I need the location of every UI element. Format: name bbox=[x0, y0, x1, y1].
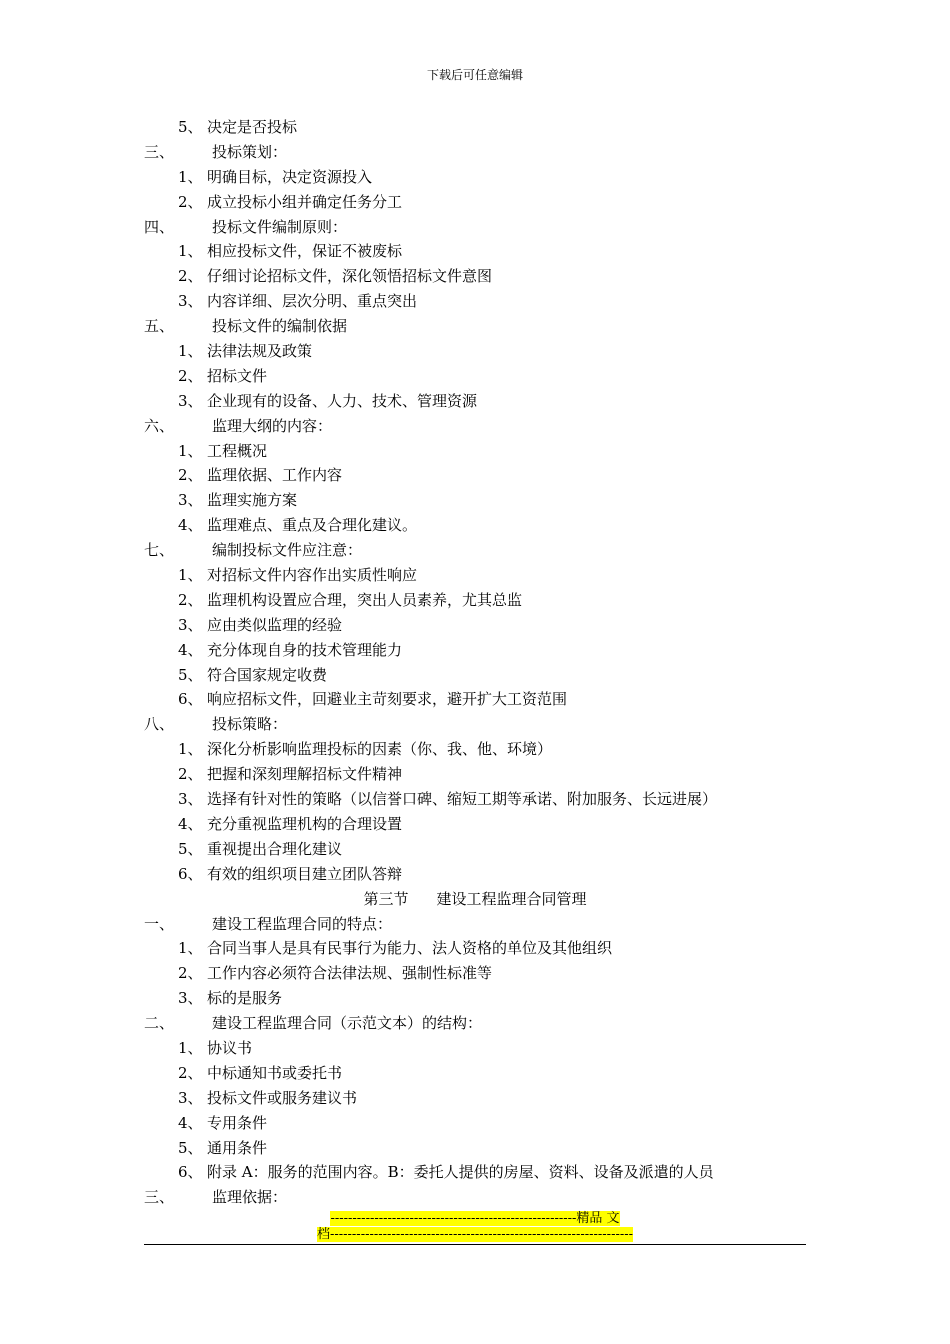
section-title: 建设工程监理合同管理 bbox=[436, 889, 587, 908]
footer-watermark-line-1: --------------------------------------------------------精品 文 bbox=[330, 1211, 620, 1226]
list-item bbox=[144, 463, 806, 488]
item-number: 6、 bbox=[178, 690, 203, 709]
list-item bbox=[144, 1160, 806, 1185]
outline-heading bbox=[144, 1011, 806, 1036]
item-text: 深化分析影响监理投标的因素（你、我、他、环境） bbox=[207, 740, 553, 759]
item-number: 4、 bbox=[178, 1113, 203, 1132]
item-text: 仔细讨论招标文件，深化领悟招标文件意图 bbox=[207, 267, 493, 286]
list-item bbox=[144, 488, 806, 513]
item-text: 相应投标文件，保证不被废标 bbox=[207, 242, 403, 261]
list-item bbox=[144, 787, 806, 812]
item-text: 协议书 bbox=[207, 1038, 253, 1057]
list-item bbox=[144, 239, 806, 264]
outline-heading bbox=[144, 140, 806, 165]
list-item bbox=[144, 812, 806, 837]
item-number: 5、 bbox=[178, 1138, 203, 1157]
list-item bbox=[144, 1111, 806, 1136]
item-number: 1、 bbox=[178, 242, 203, 261]
item-number: 5、 bbox=[178, 839, 203, 858]
item-number: 5、 bbox=[178, 118, 203, 136]
list-item bbox=[144, 389, 806, 414]
heading-number: 二、 bbox=[144, 1014, 175, 1033]
item-number: 2、 bbox=[178, 1063, 203, 1082]
item-number: 4、 bbox=[178, 640, 203, 659]
heading-number: 三、 bbox=[144, 142, 175, 161]
list-item bbox=[144, 1086, 806, 1111]
item-text: 应由类似监理的经验 bbox=[207, 615, 343, 634]
item-number: 2、 bbox=[178, 765, 203, 784]
item-text: 监理机构设置应合理，突出人员素养，尤其总监 bbox=[207, 590, 523, 609]
item-number: 3、 bbox=[178, 1088, 203, 1107]
heading-number: 三、 bbox=[144, 1188, 175, 1207]
item-text: 标的是服务 bbox=[207, 989, 283, 1008]
section-heading bbox=[144, 887, 806, 912]
list-item bbox=[144, 663, 806, 688]
item-number: 3、 bbox=[178, 790, 203, 809]
item-text: 合同当事人是具有民事行为能力、法人资格的单位及其他组织 bbox=[207, 939, 613, 958]
heading-text: 监理大纲的内容： bbox=[212, 416, 333, 435]
item-number: 3、 bbox=[178, 292, 203, 311]
item-text: 附录 A：服务的范围内容。B：委托人提供的房屋、资料、设备及派遣的人员 bbox=[207, 1163, 714, 1182]
heading-number: 六、 bbox=[144, 416, 175, 435]
outline-heading bbox=[144, 1185, 806, 1210]
item-text: 工程概况 bbox=[207, 441, 268, 460]
item-text: 成立投标小组并确定任务分工 bbox=[207, 192, 403, 211]
heading-text: 监理依据： bbox=[212, 1188, 288, 1207]
list-item bbox=[144, 563, 806, 588]
item-text: 通用条件 bbox=[207, 1138, 268, 1157]
list-item bbox=[144, 364, 806, 389]
heading-text: 建设工程监理合同的特点： bbox=[212, 914, 393, 933]
list-item bbox=[144, 613, 806, 638]
list-item bbox=[144, 339, 806, 364]
list-item bbox=[144, 737, 806, 762]
list-item bbox=[144, 762, 806, 787]
item-number: 2、 bbox=[178, 590, 203, 609]
heading-text: 投标策划： bbox=[212, 142, 288, 161]
footer-watermark-line-2: 档--------------------------------------------------------------------- bbox=[316, 1227, 634, 1242]
item-number: 4、 bbox=[178, 814, 203, 833]
item-number: 1、 bbox=[178, 441, 203, 460]
outline-heading bbox=[144, 912, 806, 937]
item-text: 充分重视监理机构的合理设置 bbox=[207, 814, 403, 833]
document-body bbox=[144, 115, 806, 1210]
item-text: 企业现有的设备、人力、技术、管理资源 bbox=[207, 391, 478, 410]
heading-number: 七、 bbox=[144, 541, 175, 560]
list-item bbox=[144, 165, 806, 190]
item-number: 3、 bbox=[178, 989, 203, 1008]
item-text: 决定是否投标 bbox=[207, 118, 298, 136]
list-item bbox=[144, 289, 806, 314]
item-text: 法律法规及政策 bbox=[207, 342, 313, 361]
item-text: 充分体现自身的技术管理能力 bbox=[207, 640, 403, 659]
item-number: 5、 bbox=[178, 665, 203, 684]
list-item bbox=[144, 862, 806, 887]
outline-heading bbox=[144, 215, 806, 240]
item-number: 1、 bbox=[178, 1038, 203, 1057]
list-item bbox=[144, 190, 806, 215]
item-text: 专用条件 bbox=[207, 1113, 268, 1132]
list-item bbox=[144, 588, 806, 613]
item-text: 工作内容必须符合法律法规、强制性标准等 bbox=[207, 964, 493, 983]
list-item bbox=[144, 264, 806, 289]
item-text: 监理实施方案 bbox=[207, 491, 298, 510]
item-text: 把握和深刻理解招标文件精神 bbox=[207, 765, 403, 784]
item-text: 明确目标，决定资源投入 bbox=[207, 167, 373, 186]
item-number: 2、 bbox=[178, 466, 203, 485]
item-number: 1、 bbox=[178, 342, 203, 361]
footer-rule bbox=[144, 1244, 806, 1245]
item-text: 招标文件 bbox=[207, 366, 268, 385]
list-item bbox=[144, 986, 806, 1011]
item-number: 3、 bbox=[178, 615, 203, 634]
item-text: 投标文件或服务建议书 bbox=[207, 1088, 358, 1107]
heading-text: 投标文件的编制依据 bbox=[212, 317, 348, 336]
outline-heading bbox=[144, 314, 806, 339]
heading-number: 八、 bbox=[144, 715, 175, 734]
list-item bbox=[144, 936, 806, 961]
list-item bbox=[144, 837, 806, 862]
list-item bbox=[144, 439, 806, 464]
list-item bbox=[144, 687, 806, 712]
item-number: 1、 bbox=[178, 167, 203, 186]
item-number: 6、 bbox=[178, 1163, 203, 1182]
item-number: 3、 bbox=[178, 391, 203, 410]
item-number: 1、 bbox=[178, 939, 203, 958]
item-number: 1、 bbox=[178, 740, 203, 759]
item-text: 符合国家规定收费 bbox=[207, 665, 328, 684]
heading-number: 四、 bbox=[144, 217, 175, 236]
item-number: 6、 bbox=[178, 864, 203, 883]
item-text: 对招标文件内容作出实质性响应 bbox=[207, 566, 418, 585]
item-number: 2、 bbox=[178, 267, 203, 286]
section-number: 第三节 bbox=[363, 889, 409, 908]
list-item bbox=[144, 1136, 806, 1161]
heading-number: 五、 bbox=[144, 317, 175, 336]
item-text: 监理依据、工作内容 bbox=[207, 466, 343, 485]
item-text: 有效的组织项目建立团队答辩 bbox=[207, 864, 403, 883]
list-item bbox=[144, 1036, 806, 1061]
list-item bbox=[144, 961, 806, 986]
outline-heading bbox=[144, 712, 806, 737]
outline-heading bbox=[144, 414, 806, 439]
list-item bbox=[144, 1061, 806, 1086]
list-item bbox=[144, 115, 806, 140]
item-text: 选择有针对性的策略（以信誉口碑、缩短工期等承诺、附加服务、长远进展） bbox=[207, 790, 718, 809]
list-item bbox=[144, 513, 806, 538]
heading-number: 一、 bbox=[144, 914, 175, 933]
heading-text: 建设工程监理合同（示范文本）的结构： bbox=[212, 1014, 483, 1033]
item-number: 1、 bbox=[178, 566, 203, 585]
item-number: 2、 bbox=[178, 366, 203, 385]
list-item bbox=[144, 638, 806, 663]
item-number: 3、 bbox=[178, 491, 203, 510]
heading-text: 编制投标文件应注意： bbox=[212, 541, 363, 560]
item-text: 监理难点、重点及合理化建议。 bbox=[207, 516, 418, 535]
heading-text: 投标策略： bbox=[212, 715, 288, 734]
item-number: 4、 bbox=[178, 516, 203, 535]
outline-heading bbox=[144, 538, 806, 563]
item-text: 中标通知书或委托书 bbox=[207, 1063, 343, 1082]
item-text: 响应招标文件，回避业主苛刻要求，避开扩大工资范围 bbox=[207, 690, 568, 709]
heading-text: 投标文件编制原则： bbox=[212, 217, 348, 236]
page-header: 下载后可任意编辑 bbox=[426, 68, 523, 82]
item-text: 内容详细、层次分明、重点突出 bbox=[207, 292, 418, 311]
item-number: 2、 bbox=[178, 964, 203, 983]
item-text: 重视提出合理化建议 bbox=[207, 839, 343, 858]
item-number: 2、 bbox=[178, 192, 203, 211]
